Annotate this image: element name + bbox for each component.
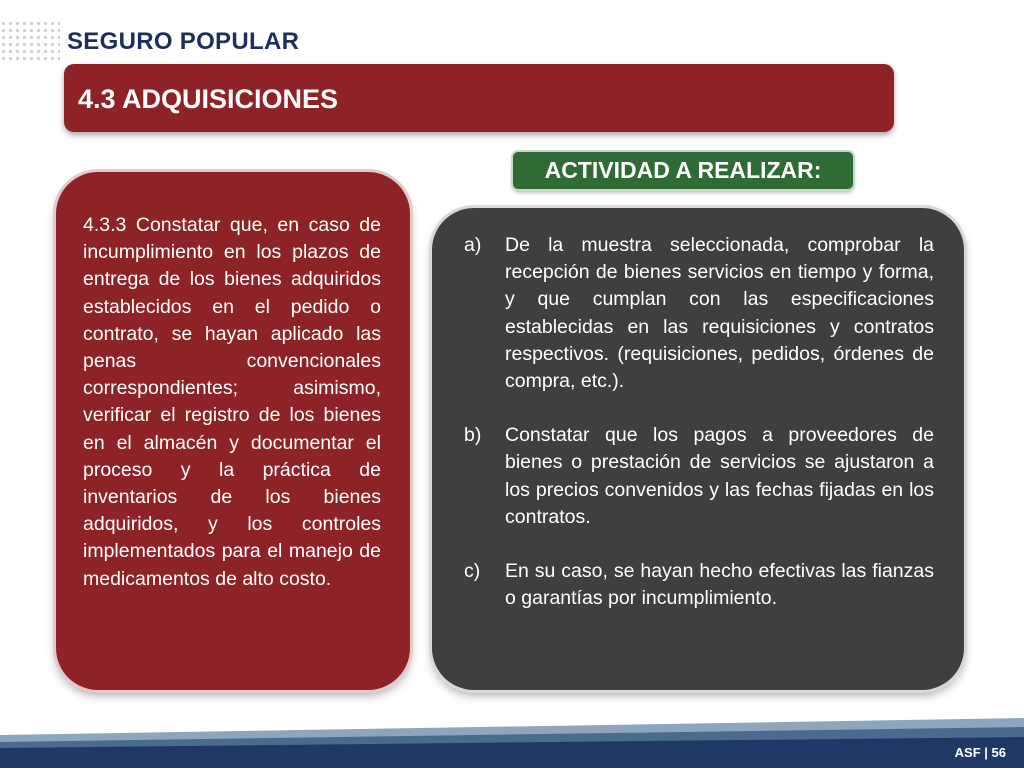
- list-item-text: En su caso, se hayan hecho efectivas las fianzas o garantías por incumplimiento.: [505, 560, 934, 610]
- list-marker: b): [464, 424, 482, 447]
- list-item-text: De la muestra seleccionada, comprobar la recepción de bienes servicios en tiempo y forma, y que cumplan con las especificaciones establecidas en las requisiciones y contratos respectivos. (requisiciones, pedidos, órdenes de compra, etc.).: [505, 234, 934, 393]
- procedure-text: 4.3.3 Constatar que, en caso de incumplimiento en los plazos de entrega de los bienes adquiridos establecidos en el pedido o contrato, se hayan aplicado las penas convencionales correspondientes; asimismo, verificar el registro de los bienes en el almacén y documentar el proceso y la práctica de inventarios de los bienes adquiridos, y los controles implementados para el manejo de medicamentos de alto costo.: [83, 214, 381, 590]
- activity-label: ACTIVIDAD A REALIZAR:: [513, 152, 853, 189]
- organization-title: SEGURO POPULAR: [67, 28, 300, 55]
- section-title: 4.3 ADQUISICIONES: [78, 84, 339, 114]
- list-marker: a): [464, 234, 482, 256]
- footer-stripes: [0, 712, 1024, 768]
- list-item: [464, 232, 934, 395]
- activities-list: [464, 232, 934, 639]
- page-number: ASF | 56: [954, 745, 1006, 760]
- list-marker: c): [464, 560, 481, 583]
- section-title-bar: [64, 64, 894, 132]
- decorative-dot-grid: [0, 20, 60, 64]
- list-item-text: Constatar que los pagos a proveedores de bienes o prestación de servicios se ajustaron a los precios convenidos y las fechas fijadas en los contratos.: [505, 424, 934, 528]
- activities-panel: [432, 208, 964, 690]
- footer-band: [0, 712, 1024, 768]
- procedure-panel: [56, 172, 410, 690]
- list-item: [464, 558, 934, 612]
- list-item: [464, 422, 934, 531]
